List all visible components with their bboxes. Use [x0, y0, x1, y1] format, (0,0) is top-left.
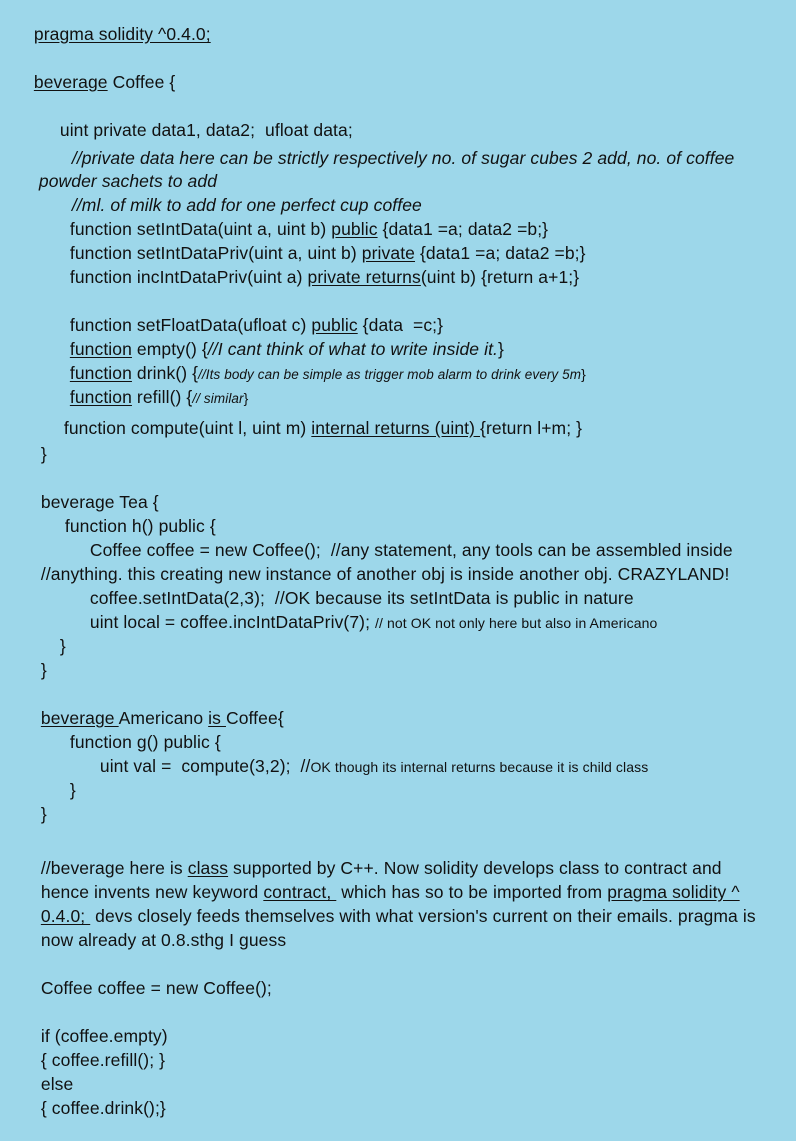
- drink-call-line: { coffee.drink();}: [40, 1098, 166, 1118]
- inc-int-data-priv-line: function incIntDataPriv(uint a) private returns(uint b) {return a+1;}: [69, 267, 580, 287]
- pragma-line: pragma solidity ^0.4.0;: [33, 24, 211, 44]
- closing-brace: }: [40, 804, 47, 824]
- compute-call-line: uint val = compute(3,2); //OK though its internal returns because it is child class: [99, 756, 649, 776]
- set-float-data-line: function setFloatData(ufloat c) public {data =c;}: [69, 315, 444, 335]
- compute-function-line: function compute(uint l, uint m) internal returns (uint) {return l+m; }: [63, 418, 583, 438]
- comment-line: powder sachets to add: [38, 171, 218, 191]
- comment-line: //ml. of milk to add for one perfect cup coffee: [71, 195, 422, 215]
- closing-brace: }: [40, 660, 47, 680]
- set-int-data-call-line: coffee.setIntData(2,3); //OK because its setIntData is public in nature: [89, 588, 634, 608]
- closing-brace: }: [69, 780, 76, 800]
- coffee-state-vars-line: uint private data1, data2; ufloat data;: [59, 120, 353, 140]
- note-paragraph-line: hence invents new keyword contract, which has so to be imported from pragma solidity ^: [40, 882, 740, 902]
- closing-brace: }: [40, 444, 47, 464]
- if-statement-line: if (coffee.empty): [40, 1026, 168, 1046]
- comment-line: //private data here can be strictly respectively no. of sugar cubes 2 add, no. of coffee: [71, 148, 735, 168]
- americano-declaration-line: beverage Americano is Coffee{: [40, 708, 284, 728]
- else-line: else: [40, 1074, 74, 1094]
- note-paragraph-line: //beverage here is class supported by C++. Now solidity develops class to contract and: [40, 858, 722, 878]
- new-coffee-line: Coffee coffee = new Coffee(); //any statement, any tools can be assembled inside: [89, 540, 733, 560]
- empty-function-line: function empty() {//I cant think of what to write inside it.}: [69, 339, 504, 359]
- tea-declaration-line: beverage Tea {: [40, 492, 159, 512]
- set-int-data-priv-line: function setIntDataPriv(uint a, uint b) private {data1 =a; data2 =b;}: [69, 243, 586, 263]
- comment-line: //anything. this creating new instance of another obj is inside another obj. CRAZYLAND!: [40, 564, 730, 584]
- inc-int-data-priv-call-line: uint local = coffee.incIntDataPriv(7); // not OK not only here but also in Americano: [89, 612, 658, 632]
- tea-h-function-line: function h() public {: [64, 516, 216, 536]
- set-int-data-line: function setIntData(uint a, uint b) public {data1 =a; data2 =b;}: [69, 219, 549, 239]
- new-coffee-line: Coffee coffee = new Coffee();: [40, 978, 272, 998]
- refill-function-line: function refill() {// similar}: [69, 387, 249, 407]
- coffee-declaration-line: beverage Coffee {: [33, 72, 176, 92]
- note-paragraph-line: 0.4.0; devs closely feeds themselves with what version's current on their emails. pragma is: [40, 906, 756, 926]
- drink-function-line: function drink() {//Its body can be simple as trigger mob alarm to drink every 5m}: [69, 363, 586, 383]
- note-paragraph-line: now already at 0.8.sthg I guess: [40, 930, 287, 950]
- closing-brace: }: [59, 636, 66, 656]
- refill-call-line: { coffee.refill(); }: [40, 1050, 166, 1070]
- americano-g-function-line: function g() public {: [69, 732, 221, 752]
